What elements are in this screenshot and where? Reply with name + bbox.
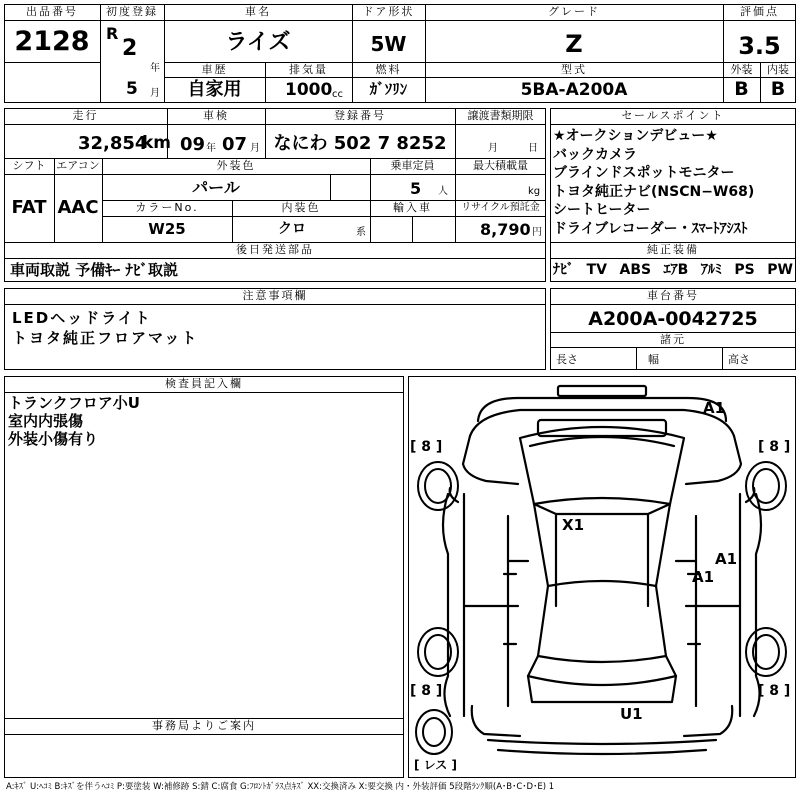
divider (4, 258, 546, 259)
color-no: W25 (148, 220, 186, 238)
damage-mark-a1-top: A1 (703, 399, 726, 417)
sales-points-label: セールスポイント (621, 109, 725, 122)
load-unit: kg (528, 186, 541, 197)
car-diagram (408, 376, 796, 778)
chassis-number: A200A-0042725 (588, 308, 758, 330)
insp-year: 09 (180, 134, 206, 155)
model-label: 型式 (561, 63, 587, 76)
fuel: ｶﾞｿﾘﾝ (369, 80, 408, 98)
chassis-label: 車台番号 (647, 289, 699, 302)
equipment-item: ﾅﾋﾞ (553, 262, 574, 278)
lot-number: 2128 (14, 26, 90, 57)
divider (550, 258, 796, 259)
grade: Z (565, 30, 583, 58)
car-name: ライズ (225, 30, 291, 55)
cc-unit: cc (332, 89, 343, 100)
list-item: 外装小傷有り (8, 430, 99, 448)
list-item: トヨタ純正ナビ(NSCN−W68) (553, 183, 755, 200)
history: 自家用 (187, 79, 242, 100)
tire-depth-front-left: [ 8 ] (410, 439, 443, 455)
list-item: 室内内張傷 (8, 412, 84, 430)
divider (550, 124, 796, 125)
door-label: ドア形状 (362, 5, 415, 18)
later-parts: 車両取説 予備ｷｰ ﾅﾋﾞ取説 (10, 261, 178, 279)
load-label: 最大積載量 (473, 159, 528, 172)
recycle-fee: 8,790 (480, 220, 531, 239)
notes-list (12, 308, 198, 348)
equipment-item: ｱﾙﾐ (700, 262, 722, 278)
equipment-list (553, 261, 793, 279)
aircon: AAC (57, 197, 99, 218)
divider (4, 304, 546, 305)
dims-label: 諸元 (660, 333, 686, 346)
list-item: シートヒーター (553, 202, 651, 218)
equipment-item: ｴｱB (663, 262, 689, 278)
tire-depth-rear-left: [ 8 ] (410, 683, 443, 699)
tire-depth-rear-right: [ 8 ] (758, 683, 791, 699)
aircon-label: エアコン (56, 159, 100, 172)
score-label: 評価点 (740, 5, 779, 18)
transfer-month-unit: 月 (488, 143, 498, 154)
int-color-unit: 系 (356, 227, 366, 238)
equipment-item: PS (734, 262, 755, 278)
year-unit: 年 (150, 63, 160, 74)
plate-label: 登録番号 (334, 109, 386, 122)
divider (550, 304, 796, 305)
displacement-label: 排気量 (289, 63, 328, 76)
insp-month-unit: 月 (250, 143, 260, 154)
divider (636, 347, 637, 370)
list-item: ブラインドスポットモニター (553, 165, 735, 181)
int-label: 内装 (767, 63, 789, 76)
ext-color-label: 外装色 (216, 159, 256, 172)
divider (412, 216, 413, 242)
lot-label: 出品番号 (26, 5, 78, 18)
recycle-label: リサイクル預託金 (461, 202, 540, 213)
equipment-item: ABS (619, 262, 652, 278)
capacity: 5 (410, 179, 422, 198)
divider (100, 20, 796, 21)
reg-month: 5 (126, 79, 138, 99)
divider (722, 347, 723, 370)
list-item: ドライブレコーダー・ｽﾏｰﾄｱｼｽﾄ (553, 220, 748, 237)
width-label: 幅 (648, 353, 659, 366)
int-color-label: 内装色 (281, 201, 321, 214)
height-label: 高さ (728, 353, 750, 366)
damage-mark-a1-right1: A1 (715, 550, 738, 568)
list-item: LEDヘッドライト (12, 309, 152, 327)
length-label: 長さ (556, 353, 578, 366)
door-type: 5W (370, 32, 407, 56)
notes-label: 注意事項欄 (242, 289, 308, 302)
reg-year: 2 (122, 36, 138, 61)
insp-month: 07 (222, 134, 248, 155)
equipment-item: PW (767, 262, 793, 278)
recycle-unit: 円 (532, 227, 542, 238)
transfer-label: 譲渡書類期限 (467, 109, 534, 122)
model-code: 5BA-A200A (520, 80, 628, 100)
import-label: 輸入車 (393, 201, 432, 214)
capacity-label: 乗車定員 (390, 159, 435, 172)
equipment-item: TV (586, 262, 607, 278)
divider (4, 174, 546, 175)
inspector-label: 検査員記入欄 (165, 377, 243, 390)
office-label: 事務局よりご案内 (152, 719, 256, 732)
divider (4, 734, 404, 735)
shift-label: シフト (12, 159, 46, 172)
capacity-unit: 人 (438, 186, 448, 197)
divider (4, 392, 404, 393)
inspection-label: 車検 (203, 109, 229, 122)
int-color: クロ (278, 221, 306, 237)
first-reg-label: 初度登録 (106, 5, 158, 18)
list-item: トヨタ純正フロアマット (12, 329, 199, 347)
int-grade: B (770, 78, 786, 100)
divider (164, 77, 723, 78)
windshield-outline (520, 427, 684, 504)
mileage: 32,854 (78, 133, 148, 154)
insp-year-unit: 年 (206, 143, 216, 154)
car-name-label: 車名 (245, 5, 271, 18)
divider (550, 347, 796, 348)
ext-label: 外装 (730, 63, 753, 76)
damage-mark-x1: X1 (562, 516, 585, 534)
divider (4, 124, 546, 125)
plate-number: なにわ 502 7 8252 (273, 133, 447, 154)
list-item: バックカメラ (553, 146, 637, 163)
divider (4, 20, 100, 21)
tire-depth-front-right: [ 8 ] (758, 439, 791, 455)
list-item: トランクフロア小U (8, 394, 140, 412)
km-unit: km (142, 133, 172, 153)
shift: FAT (11, 197, 47, 218)
month-unit: 月 (150, 88, 160, 99)
transfer-day-unit: 日 (528, 143, 538, 154)
spare-tire: [ レス ] (414, 758, 457, 772)
damage-mark-a1-right2: A1 (692, 568, 715, 586)
later-parts-label: 後日発送部品 (236, 243, 314, 256)
color-no-label: カラーNo. (135, 201, 199, 214)
ext-color: パール (192, 178, 240, 197)
score: 3.5 (738, 32, 781, 60)
era: R (106, 24, 119, 43)
divider (4, 62, 100, 63)
legend: A:ｷｽﾞ U:ﾍｺﾐ B:ｷｽﾞを伴うﾍｺﾐ P:要塗装 W:補修跡 S:錆 C:腐食 G:ﾌﾛﾝﾄｶﾞﾗｽ点ｷｽﾞ XX:交換済み X:要交換 内・外装評価 5段階ﾗﾝｸ順(A･B･C･D･E) 1 (6, 782, 555, 792)
inspector-list (8, 394, 140, 448)
history-label: 車歴 (201, 63, 228, 76)
displacement: 1000 (285, 80, 333, 100)
fuel-label: 燃料 (375, 63, 402, 76)
divider (102, 216, 546, 217)
divider (330, 174, 331, 200)
mileage-label: 走行 (72, 109, 99, 122)
equipment-label: 純正装備 (647, 243, 699, 256)
ext-grade: B (734, 78, 749, 100)
damage-mark-u1: U1 (620, 705, 643, 723)
sales-points-list (553, 127, 754, 238)
grade-label: グレード (548, 5, 600, 18)
list-item: ★オークションデビュー★ (553, 128, 718, 144)
